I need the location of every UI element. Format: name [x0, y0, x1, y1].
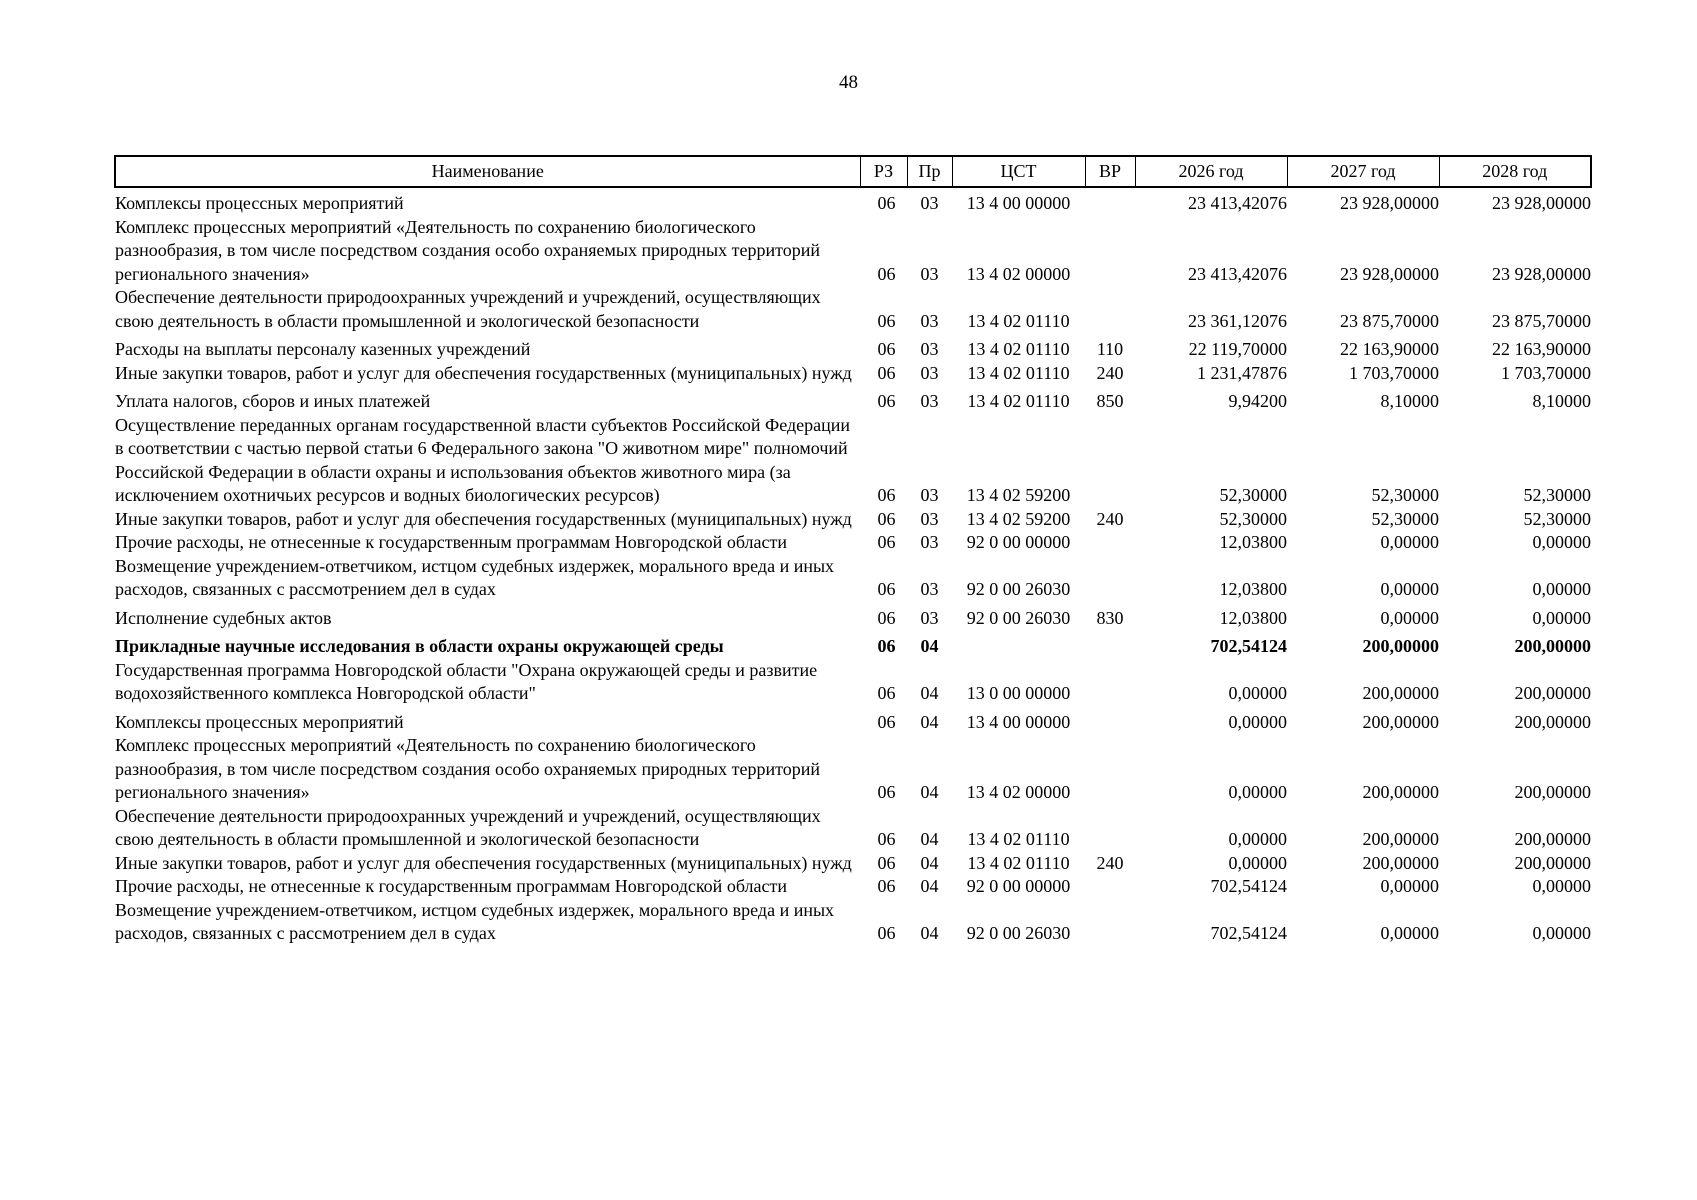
row-2026: 23 413,42076	[1188, 193, 1287, 213]
header-vr: ВР	[1085, 156, 1135, 187]
row-vr	[1085, 630, 1135, 659]
row-vr: 830	[1096, 607, 1124, 628]
row-2026: 23 413,42076	[1188, 263, 1287, 284]
row-pr: 04	[920, 636, 939, 656]
row-2026: 1 231,47876	[1197, 362, 1287, 383]
row-vr	[1085, 531, 1135, 555]
row-cst: 13 4 02 01110	[967, 391, 1070, 411]
row-vr: 240	[1096, 508, 1124, 529]
table-row	[115, 362, 1591, 386]
row-pr: 03	[920, 339, 939, 359]
row-2028: 0,00000	[1532, 607, 1591, 628]
row-2028: 200,00000	[1514, 683, 1591, 703]
table-row	[115, 555, 1591, 602]
row-vr: 110	[1096, 339, 1124, 359]
row-cst: 13 4 02 01110	[967, 829, 1070, 849]
row-rz: 06	[877, 852, 896, 873]
row-name: Возмещение учреждением-ответчиком, истцом судебных издержек, морального вреда и иных расходов, связанных с рассмотрением дел в судах	[115, 555, 835, 599]
row-2027: 0,00000	[1380, 607, 1439, 628]
table-row	[115, 706, 1591, 735]
row-cst: 92 0 00 00000	[966, 876, 1071, 896]
row-name: Государственная программа Новгородской области "Охрана окружающей среды и развитие водохозяйственного комплекса Новгородской области"	[115, 659, 818, 703]
table-row	[115, 333, 1591, 362]
row-cst: 13 4 02 00000	[966, 263, 1071, 284]
row-name: Комплекс процессных мероприятий «Деятельность по сохранению биологического разнообразия, в том числе посредством создания особо охраняемых природных территорий регионального значения»	[115, 735, 820, 802]
row-cst: 13 4 02 59200	[966, 508, 1071, 529]
table-row	[115, 630, 1591, 659]
row-2026: 0,00000	[1228, 829, 1287, 849]
row-2027: 200,00000	[1362, 852, 1439, 873]
row-rz: 06	[877, 876, 896, 896]
row-name: Комплекс процессных мероприятий «Деятельность по сохранению биологического разнообразия, в том числе посредством создания особо охраняемых природных территорий регионального значения»	[115, 216, 820, 284]
table-row	[115, 602, 1591, 631]
row-2027: 0,00000	[1380, 532, 1439, 552]
row-2027: 200,00000	[1362, 683, 1439, 703]
row-name: Иные закупки товаров, работ и услуг для обеспечения государственных (муниципальных) нужд	[115, 508, 852, 529]
row-2027: 23 875,70000	[1340, 310, 1439, 331]
row-rz: 06	[877, 579, 896, 599]
row-pr: 03	[920, 391, 939, 411]
row-rz: 06	[877, 829, 896, 849]
row-2026: 0,00000	[1228, 782, 1287, 802]
row-2027: 0,00000	[1380, 876, 1439, 896]
row-cst: 92 0 00 26030	[966, 923, 1071, 943]
header-pr: Пр	[907, 156, 952, 187]
row-2026: 12,03800	[1219, 579, 1287, 599]
row-name: Иные закупки товаров, работ и услуг для обеспечения государственных (муниципальных) нужд	[115, 362, 852, 383]
table-body	[115, 187, 1591, 946]
header-2027: 2027 год	[1287, 156, 1439, 187]
row-pr: 03	[920, 508, 939, 529]
table-row	[115, 531, 1591, 555]
row-name: Исполнение судебных актов	[115, 607, 332, 628]
row-cst: 13 4 02 01110	[967, 310, 1070, 331]
table-row	[115, 216, 1591, 287]
page-number: 48	[839, 72, 858, 93]
row-2026: 12,03800	[1219, 532, 1287, 552]
row-2027: 22 163,90000	[1340, 339, 1439, 359]
table-row	[115, 414, 1591, 508]
table-row	[115, 875, 1591, 899]
row-pr: 03	[920, 579, 939, 599]
row-cst: 13 4 00 00000	[966, 193, 1071, 213]
row-pr: 03	[920, 607, 939, 628]
row-name: Прочие расходы, не отнесенные к государственным программам Новгородской области	[115, 876, 787, 896]
row-rz: 06	[877, 711, 896, 732]
row-name: Прикладные научные исследования в области охраны окружающей среды	[115, 636, 724, 656]
row-cst: 13 4 02 00000	[966, 782, 1071, 802]
row-2026: 0,00000	[1228, 683, 1287, 703]
table-row	[115, 508, 1591, 532]
row-vr	[1085, 187, 1135, 216]
header-rz: РЗ	[860, 156, 907, 187]
header-2026: 2026 год	[1135, 156, 1287, 187]
row-pr: 04	[920, 876, 939, 896]
table-row	[115, 187, 1591, 216]
row-2027: 1 703,70000	[1349, 362, 1439, 383]
table-row	[115, 899, 1591, 946]
row-2026: 0,00000	[1228, 711, 1287, 732]
row-2027: 23 928,00000	[1340, 263, 1439, 284]
row-2026: 9,94200	[1228, 391, 1287, 411]
row-rz: 06	[877, 339, 896, 359]
row-rz: 06	[877, 391, 896, 411]
row-pr: 04	[920, 683, 939, 703]
row-2028: 8,10000	[1532, 391, 1591, 411]
header-2028: 2028 год	[1439, 156, 1591, 187]
table-row	[115, 286, 1591, 333]
row-name: Прочие расходы, не отнесенные к государственным программам Новгородской области	[115, 532, 787, 552]
row-rz: 06	[877, 607, 896, 628]
row-2028: 0,00000	[1532, 923, 1591, 943]
row-cst: 13 4 02 01110	[967, 362, 1070, 383]
table-row	[115, 734, 1591, 805]
table-row	[115, 659, 1591, 706]
row-2027: 200,00000	[1362, 636, 1439, 656]
row-2028: 52,30000	[1523, 508, 1591, 529]
row-vr	[1085, 899, 1135, 946]
header-row	[115, 156, 1591, 187]
row-rz: 06	[877, 485, 896, 505]
row-2027: 0,00000	[1380, 579, 1439, 599]
row-2026: 702,54124	[1210, 876, 1287, 896]
row-2028: 23 928,00000	[1492, 193, 1591, 213]
row-rz: 06	[877, 532, 896, 552]
row-2026: 12,03800	[1219, 607, 1287, 628]
row-2028: 0,00000	[1532, 579, 1591, 599]
row-pr: 03	[920, 193, 939, 213]
row-name: Обеспечение деятельности природоохранных учреждений и учреждений, осуществляющих свою деятельность в области промышленной и экологической безопасности	[115, 287, 821, 331]
row-2028: 0,00000	[1532, 876, 1591, 896]
row-cst: 92 0 00 00000	[966, 532, 1071, 552]
row-rz: 06	[877, 193, 896, 213]
row-cst: 13 4 02 01110	[967, 339, 1070, 359]
row-2027: 23 928,00000	[1340, 193, 1439, 213]
row-vr	[1085, 414, 1135, 508]
row-pr: 03	[920, 310, 939, 331]
row-pr: 03	[920, 485, 939, 505]
row-2028: 23 875,70000	[1492, 310, 1591, 331]
row-rz: 06	[877, 636, 896, 656]
row-rz: 06	[877, 923, 896, 943]
row-vr: 240	[1096, 852, 1124, 873]
row-pr: 04	[920, 711, 939, 732]
header-cst: ЦСТ	[952, 156, 1085, 187]
row-2027: 200,00000	[1362, 782, 1439, 802]
table-row	[115, 805, 1591, 852]
row-pr: 04	[920, 829, 939, 849]
header-name: Наименование	[115, 156, 860, 187]
row-pr: 03	[920, 263, 939, 284]
row-pr: 04	[920, 923, 939, 943]
row-cst: 13 4 02 59200	[966, 485, 1071, 505]
row-2028: 200,00000	[1514, 852, 1591, 873]
row-2026: 52,30000	[1219, 485, 1287, 505]
row-pr: 03	[920, 362, 939, 383]
budget-table	[114, 155, 1592, 946]
budget-table-container	[114, 155, 1590, 946]
row-vr	[1085, 286, 1135, 333]
row-name: Осуществление переданных органам государственной власти субъектов Российской Федерации в соответствии с частью первой статьи 6 Федерального закона "О животном мире" полномочий Российской Федерации в области охраны и использования объектов животного мира (за исключением охотничьих ресурсов и водных биологических ресурсов)	[115, 414, 851, 505]
row-vr: 850	[1096, 391, 1124, 411]
table-row	[115, 852, 1591, 876]
row-2026: 702,54124	[1210, 636, 1287, 656]
table-row	[115, 385, 1591, 414]
row-2027: 52,30000	[1371, 485, 1439, 505]
row-2028: 23 928,00000	[1492, 263, 1591, 284]
row-rz: 06	[877, 508, 896, 529]
row-2026: 52,30000	[1219, 508, 1287, 529]
row-2027: 0,00000	[1380, 923, 1439, 943]
row-2028: 1 703,70000	[1501, 362, 1591, 383]
row-name: Расходы на выплаты персоналу казенных учреждений	[115, 339, 531, 359]
row-rz: 06	[877, 263, 896, 284]
row-name: Обеспечение деятельности природоохранных учреждений и учреждений, осуществляющих свою деятельность в области промышленной и экологической безопасности	[115, 805, 821, 849]
row-rz: 06	[877, 683, 896, 703]
row-vr	[1085, 734, 1135, 805]
row-2027: 200,00000	[1362, 711, 1439, 732]
row-name: Иные закупки товаров, работ и услуг для обеспечения государственных (муниципальных) нужд	[115, 852, 852, 873]
row-vr	[1085, 555, 1135, 602]
row-2027: 8,10000	[1380, 391, 1439, 411]
row-2026: 0,00000	[1228, 852, 1287, 873]
row-name: Уплата налогов, сборов и иных платежей	[115, 391, 431, 411]
row-vr	[1085, 875, 1135, 899]
row-cst: 13 0 00 00000	[966, 683, 1071, 703]
row-2026: 22 119,70000	[1188, 339, 1287, 359]
row-2026: 23 361,12076	[1188, 310, 1287, 331]
row-cst: 92 0 00 26030	[966, 607, 1071, 628]
row-cst: 92 0 00 26030	[966, 579, 1071, 599]
row-pr: 03	[920, 532, 939, 552]
row-2028: 200,00000	[1514, 711, 1591, 732]
row-name: Комплексы процессных мероприятий	[115, 711, 404, 732]
row-2028: 200,00000	[1514, 636, 1591, 656]
row-2028: 0,00000	[1532, 532, 1591, 552]
row-rz: 06	[877, 362, 896, 383]
row-vr: 240	[1096, 362, 1124, 383]
row-2028: 22 163,90000	[1492, 339, 1591, 359]
row-vr	[1085, 659, 1135, 706]
row-2028: 200,00000	[1514, 829, 1591, 849]
row-2027: 200,00000	[1362, 829, 1439, 849]
row-pr: 04	[920, 852, 939, 873]
row-cst: 13 4 00 00000	[966, 711, 1071, 732]
row-2028: 52,30000	[1523, 485, 1591, 505]
row-cst	[952, 630, 1085, 659]
row-pr: 04	[920, 782, 939, 802]
row-vr	[1085, 216, 1135, 287]
row-vr	[1085, 805, 1135, 852]
row-name: Комплексы процессных мероприятий	[115, 193, 404, 213]
row-rz: 06	[877, 310, 896, 331]
row-2027: 52,30000	[1371, 508, 1439, 529]
row-2028: 200,00000	[1514, 782, 1591, 802]
row-2026: 702,54124	[1210, 923, 1287, 943]
row-rz: 06	[877, 782, 896, 802]
table-header	[115, 156, 1591, 187]
row-cst: 13 4 02 01110	[967, 852, 1070, 873]
row-name: Возмещение учреждением-ответчиком, истцом судебных издержек, морального вреда и иных расходов, связанных с рассмотрением дел в судах	[115, 899, 835, 943]
row-vr	[1085, 706, 1135, 735]
